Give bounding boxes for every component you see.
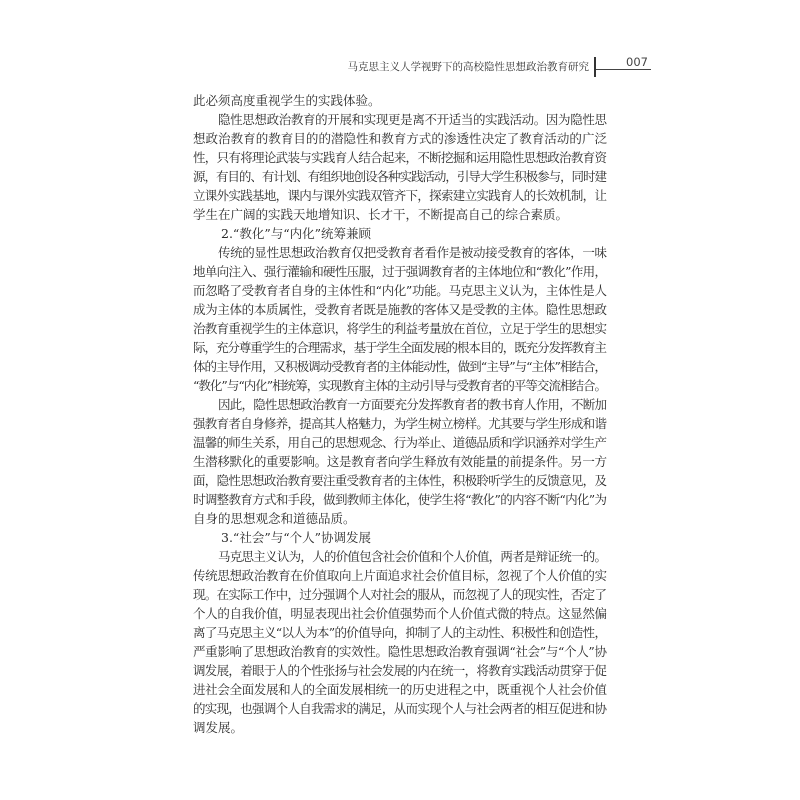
text-line: 面，隐性思想政治教育要注重受教育者的主体性，积极聆听学生的反馈意见，及 — [193, 473, 607, 488]
section-heading-text: 2.“教化”与“内化”统筹兼顾 — [221, 226, 371, 241]
body-text — [193, 91, 607, 737]
text-line: 自身的思想观念和道德品质。 — [193, 511, 356, 526]
paragraph-4-line — [193, 699, 607, 718]
section-heading-2 — [193, 224, 607, 243]
paragraph-4-line — [193, 623, 607, 642]
paragraph-3-line — [193, 490, 607, 509]
paragraph-2-line — [193, 243, 607, 262]
paragraph-1-line — [193, 148, 607, 167]
paragraph-4-line — [193, 604, 607, 623]
text-line: 而忽略了受教育者自身的主体性和“内化”功能。马克思主义认为，主体性是人 — [193, 283, 607, 298]
text-line: 调发展，着眼于人的个性张扬与社会发展的内在统一，将教育实践活动贯穿于促 — [193, 663, 607, 678]
paragraph-1-line — [193, 167, 607, 186]
text-line: 隐性思想政治教育的开展和实现更是离不开适当的实践活动。因为隐性思 — [218, 112, 607, 127]
paragraph-4-line — [193, 718, 607, 737]
paragraph-3-line — [193, 452, 607, 471]
paragraph-4-line — [193, 566, 607, 585]
text-line: 生潜移默化的重要影响。这是教育者向学生释放有效能量的前提条件。另一方 — [193, 454, 607, 469]
text-line: 调发展。 — [193, 720, 244, 735]
paragraph-3-line — [193, 471, 607, 490]
paragraph-1-line — [193, 110, 607, 129]
paragraph-2-line — [193, 300, 607, 319]
text-line: 因此，隐性思想政治教育一方面要充分发挥教育者的教书育人作用，不断加 — [218, 397, 607, 412]
text-line: 性，只有将理论武装与实践育人结合起来，不断挖掘和运用隐性思想政治教育资 — [193, 150, 607, 165]
running-head-rule — [596, 69, 651, 70]
text-line: “教化”与“内化”相统筹，实现教育主体的主动引导与受教育者的平等交流相结合。 — [193, 378, 606, 393]
running-head-bar — [594, 57, 596, 77]
paragraph-2-line — [193, 376, 607, 395]
paragraph-2-line — [193, 319, 607, 338]
text-line: 现。在实际工作中，过分强调个人对社会的服从，而忽视了人的现实性，否定了 — [193, 587, 607, 602]
text-line: 时调整教育方式和手段，做到教师主体化，使学生将“教化”的内容不断“内化”为 — [193, 492, 607, 507]
text-line: 马克思主义认为，人的价值包含社会价值和个人价值，两者是辩证统一的。 — [218, 549, 607, 564]
text-line: 个人的自我价值，明显表现出社会价值强势而个人价值式微的特点。这显然偏 — [193, 606, 607, 621]
text-line: 成为主体的本质属性，受教育者既是施教的客体又是受教的主体。隐性思想政 — [193, 302, 607, 317]
text-line: 进社会全面发展和人的全面发展相统一的历史进程之中，既重视个人社会价值 — [193, 682, 607, 697]
text-line: 温馨的师生关系，用自己的思想观念、行为举止、道德品质和学识涵养对学生产 — [193, 435, 607, 450]
text-line: 源，有目的、有计划、有组织地创设各种实践活动，引导大学生积极参与，同时建 — [193, 169, 606, 184]
text-line: 严重影响了思想政治教育的实效性。隐性思想政治教育强调“社会”与“个人”协 — [193, 644, 607, 659]
paragraph-2-line — [193, 338, 607, 357]
paragraph-2-line — [193, 357, 607, 376]
text-line: 治教育重视学生的主体意识，将学生的利益考量放在首位，立足于学生的思想实 — [193, 321, 607, 336]
paragraph-4-line — [193, 547, 607, 566]
text-line: 地单向注入、强行灌输和硬性压服，过于强调教育者的主体地位和“教化”作用， — [193, 264, 607, 279]
text-line: 传统的显性思想政治教育仅把受教育者看作是被动接受教育的客体，一味 — [218, 245, 607, 260]
text-line: 的实现，也强调个人自我需求的满足，从而实现个人与社会两者的相互促进和协 — [193, 701, 607, 716]
paragraph-4-line — [193, 680, 607, 699]
section-heading-3 — [193, 528, 607, 547]
paragraph-0-line — [193, 91, 607, 110]
paragraph-1-line — [193, 205, 607, 224]
text-line: 此必须高度重视学生的实践体验。 — [193, 93, 381, 108]
text-line: 立课外实践基地，课内与课外实践双管齐下，探索建立实践育人的长效机制，让 — [193, 188, 607, 203]
section-heading-text: 3.“社会”与“个人”协调发展 — [221, 530, 371, 545]
text-line: 体的主导作用，又积极调动受教育者的主体能动性，做到“主导”与“主体”相结合， — [193, 359, 606, 374]
page-number: 007 — [626, 55, 648, 69]
text-line: 离了马克思主义“以人为本”的价值导向，抑制了人的主动性、积极性和创造性， — [193, 625, 607, 640]
paragraph-1-line — [193, 186, 607, 205]
paragraph-2-line — [193, 262, 607, 281]
text-line: 际，充分尊重学生的合理需求，基于学生全面发展的根本目的，既充分发挥教育主 — [193, 340, 606, 355]
paragraph-3-line — [193, 509, 607, 528]
paragraph-3-line — [193, 433, 607, 452]
paragraph-1-line — [193, 129, 607, 148]
running-head-title: 马克思主义人学视野下的高校隐性思想政治教育研究 — [347, 61, 589, 73]
text-line: 强教育者自身修养，提高其人格魅力，为学生树立榜样。尤其要与学生形成和谐 — [193, 416, 607, 431]
paragraph-3-line — [193, 395, 607, 414]
paragraph-2-line — [193, 281, 607, 300]
text-line: 想政治教育的教育目的的潜隐性和教育方式的渗透性决定了教育活动的广泛 — [193, 131, 608, 146]
paragraph-4-line — [193, 661, 607, 680]
paragraph-4-line — [193, 642, 607, 661]
paragraph-4-line — [193, 585, 607, 604]
text-line: 学生在广阔的实践天地增知识、长才干，不断提高自己的综合素质。 — [193, 207, 569, 222]
paragraph-3-line — [193, 414, 607, 433]
text-line: 传统思想政治教育在价值取向上片面追求社会价值目标，忽视了个人价值的实 — [193, 568, 607, 583]
